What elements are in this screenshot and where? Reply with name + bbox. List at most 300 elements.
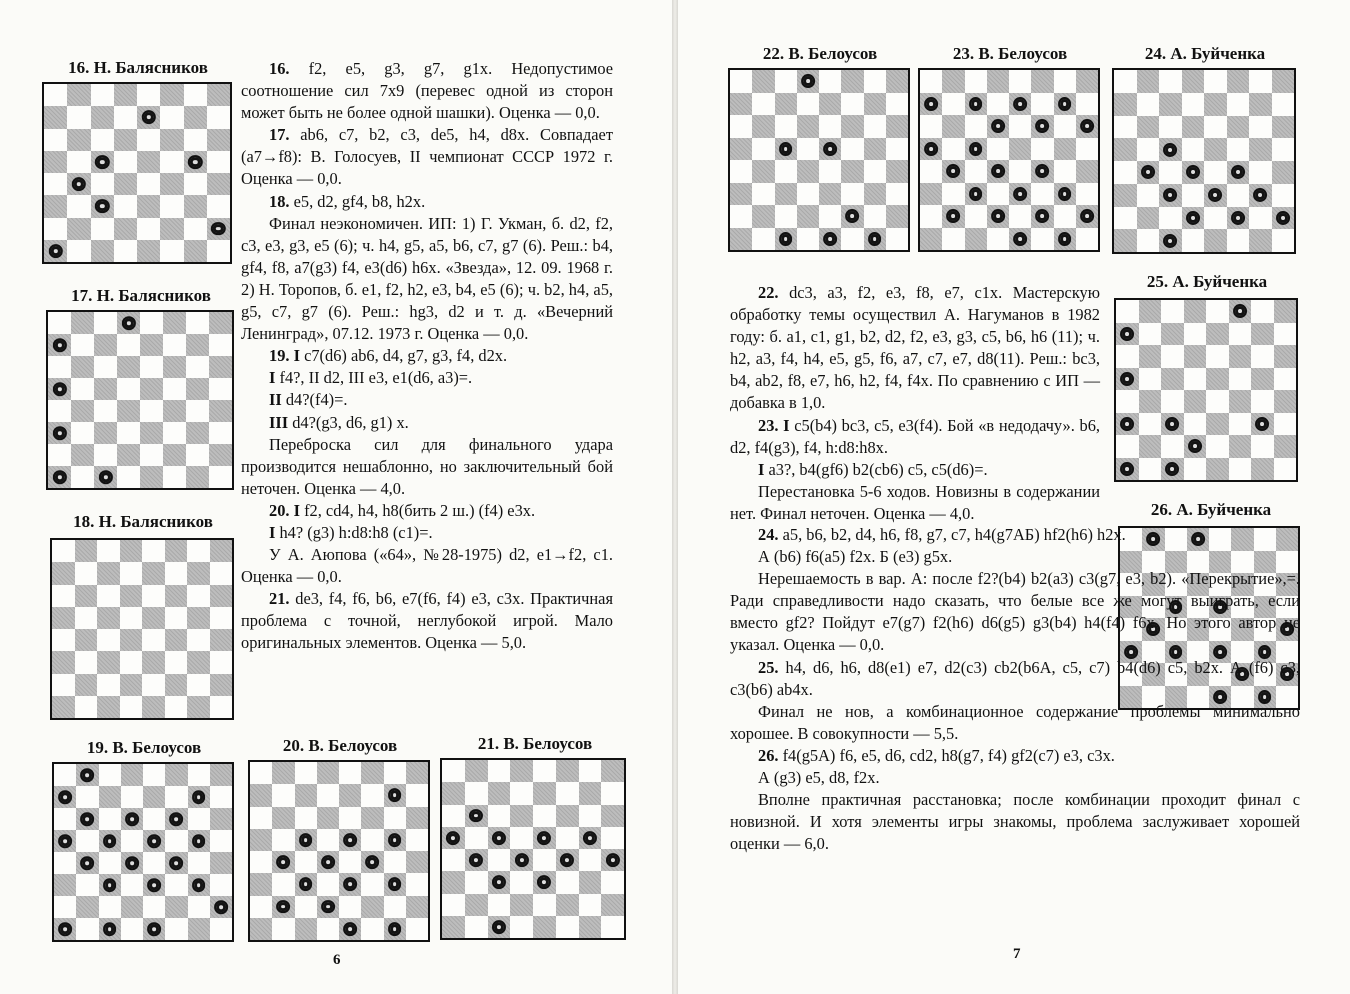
square-h5 — [207, 151, 230, 173]
diagram-16 — [42, 58, 234, 266]
square-g6 — [579, 805, 602, 827]
square-g6 — [187, 585, 210, 607]
square-c4 — [97, 629, 120, 651]
square-e5 — [142, 607, 165, 629]
square-h6 — [886, 115, 908, 138]
paragraph — [730, 459, 1100, 481]
square-h1 — [210, 696, 233, 718]
paragraph — [730, 481, 1100, 525]
square-c1 — [1161, 458, 1184, 481]
square-b3 — [752, 183, 774, 206]
black-checker-a1 — [1120, 462, 1134, 476]
square-e1 — [140, 466, 163, 488]
square-e7 — [339, 784, 361, 806]
square-b8 — [942, 70, 964, 93]
black-checker-g7 — [1058, 97, 1072, 111]
square-e4 — [533, 849, 556, 871]
square-a3 — [52, 651, 75, 673]
black-checker-g3 — [1058, 187, 1072, 201]
square-e3 — [140, 422, 163, 444]
square-g6 — [188, 808, 210, 830]
square-d3 — [510, 871, 533, 893]
square-b1 — [942, 228, 964, 251]
paragraph-text: de3, f4, f6, b6, e7(f6, f4) e3, c3x. Практичная проблема с точной, неглубокой игрой. Мало оригинальных элементов. Оценка — 5,0. — [241, 589, 613, 653]
square-c7 — [775, 93, 797, 116]
square-g3 — [187, 651, 210, 673]
square-b4 — [465, 849, 488, 871]
square-f4 — [1229, 390, 1252, 413]
square-d7 — [120, 562, 143, 584]
diagram-23 — [918, 44, 1102, 256]
square-a2 — [52, 674, 75, 696]
paragraph — [730, 282, 1100, 415]
square-h7 — [210, 786, 232, 808]
paragraph-text: d4?(g3, d6, g1) x. — [288, 412, 409, 432]
square-h6 — [1272, 116, 1295, 139]
square-f3 — [1229, 413, 1252, 436]
square-f8 — [841, 70, 863, 93]
square-e8 — [533, 760, 556, 782]
square-a7 — [250, 784, 272, 806]
square-e5 — [1204, 138, 1227, 161]
paragraph-text: c5(b4) bc3, c5, e3(f4). Бой «в недодачу». b6, d2, f4(g3), f4, h:d8:h8x. — [730, 415, 1100, 457]
black-checker-c7 — [969, 97, 983, 111]
black-checker-g5 — [192, 834, 206, 848]
paragraph-text: d4?(f4)=. — [281, 390, 348, 410]
square-c4 — [1159, 161, 1182, 184]
paragraph-text: f4(g5А) f6, e5, d6, cd2, h8(g7, f4) gf2(c7) e3, c3x. — [778, 745, 1115, 765]
square-f2 — [1229, 435, 1252, 458]
square-d7 — [121, 786, 143, 808]
square-h1 — [1274, 458, 1297, 481]
square-a1 — [1116, 458, 1139, 481]
square-g3 — [579, 871, 602, 893]
square-a1 — [54, 918, 76, 940]
paragraph-text: h4, d6, h6, d8(e1) e7, d2(c3) cb2(b6А, c5, c7) b4(d6) c5, b2x. А (f6) c3, c3(b6) ab4x. — [730, 657, 1300, 699]
square-g8 — [864, 70, 886, 93]
diagram-25 — [1114, 272, 1300, 484]
square-h8 — [210, 764, 232, 786]
black-checker-g7 — [192, 790, 206, 804]
square-e8 — [819, 70, 841, 93]
square-d6 — [317, 807, 339, 829]
paragraph — [241, 213, 613, 346]
square-h2 — [209, 444, 232, 466]
paragraph-text: У А. Аюпова («64», №28-1975) d2, e1→f2, c1. Оценка — 0,0. — [241, 545, 613, 587]
square-a2 — [54, 896, 76, 918]
square-a7 — [1114, 93, 1137, 116]
square-b2 — [67, 218, 90, 240]
diagram-24 — [1112, 44, 1298, 256]
black-checker-d4 — [321, 855, 335, 869]
black-checker-e3 — [147, 878, 161, 892]
square-e8 — [1206, 300, 1229, 323]
square-b8 — [1137, 70, 1160, 93]
square-h8 — [1076, 70, 1098, 93]
square-e5 — [143, 830, 165, 852]
square-e1 — [142, 696, 165, 718]
square-d3 — [120, 651, 143, 673]
square-e5 — [533, 827, 556, 849]
square-b4 — [752, 160, 774, 183]
black-checker-c5 — [969, 142, 983, 156]
black-checker-b4 — [1141, 165, 1155, 179]
square-c5 — [295, 829, 317, 851]
square-d6 — [117, 356, 140, 378]
square-c5 — [1159, 138, 1182, 161]
square-b6 — [76, 808, 98, 830]
black-checker-h2 — [1080, 209, 1094, 223]
paragraph — [241, 522, 613, 544]
black-checker-a7 — [1120, 327, 1134, 341]
checkers-board — [728, 68, 910, 252]
square-f2 — [163, 444, 186, 466]
square-a8 — [442, 760, 465, 782]
square-a5 — [52, 607, 75, 629]
square-d6 — [987, 115, 1009, 138]
square-g1 — [579, 916, 602, 938]
paragraph-number: 22. — [758, 283, 779, 302]
square-f8 — [361, 762, 383, 784]
square-b2 — [76, 896, 98, 918]
square-a4 — [920, 160, 942, 183]
square-e1 — [339, 918, 361, 940]
square-c2 — [97, 674, 120, 696]
square-h6 — [209, 356, 232, 378]
square-d8 — [510, 760, 533, 782]
square-d4 — [510, 849, 533, 871]
square-b7 — [71, 334, 94, 356]
square-c7 — [94, 334, 117, 356]
diagram-title: 20. В. Белоусов — [282, 736, 398, 755]
checkers-board — [42, 82, 232, 264]
black-checker-d6 — [991, 119, 1005, 133]
square-g5 — [188, 830, 210, 852]
square-b8 — [75, 540, 98, 562]
square-g6 — [184, 129, 207, 151]
square-d8 — [120, 540, 143, 562]
black-checker-b2 — [276, 900, 290, 914]
square-d8 — [1184, 300, 1207, 323]
square-f2 — [361, 896, 383, 918]
square-g5 — [1251, 368, 1274, 391]
square-f5 — [1031, 138, 1053, 161]
square-h7 — [1272, 93, 1295, 116]
square-b6 — [272, 807, 294, 829]
square-g8 — [1054, 70, 1076, 93]
square-e7 — [137, 106, 160, 128]
square-b5 — [752, 138, 774, 161]
diagram-title: 18. Н. Балясников — [73, 512, 213, 531]
square-c8 — [965, 70, 987, 93]
black-checker-c1 — [98, 470, 112, 484]
square-d7 — [510, 782, 533, 804]
square-f3 — [1227, 184, 1250, 207]
black-checker-e5 — [343, 833, 357, 847]
square-h7 — [210, 562, 233, 584]
square-g4 — [1249, 161, 1272, 184]
black-checker-d4 — [125, 856, 139, 870]
square-g4 — [188, 852, 210, 874]
black-checker-c3 — [1165, 417, 1179, 431]
paragraph-text: Финал не нов, а комбинационное содержание проблемы минимально хорошее. В совокупности — 5,5. — [730, 701, 1300, 743]
checkers-board — [1112, 68, 1296, 254]
square-c7 — [965, 93, 987, 116]
square-g3 — [384, 873, 406, 895]
square-c6 — [99, 808, 121, 830]
square-a2 — [442, 894, 465, 916]
black-checker-c5 — [492, 831, 506, 845]
square-b7 — [67, 106, 90, 128]
square-a1 — [1114, 229, 1137, 252]
square-e5 — [819, 138, 841, 161]
square-c3 — [775, 183, 797, 206]
square-f8 — [165, 540, 188, 562]
square-e6 — [137, 129, 160, 151]
square-g8 — [187, 540, 210, 562]
square-f5 — [361, 829, 383, 851]
square-b5 — [71, 378, 94, 400]
square-c6 — [91, 129, 114, 151]
square-c5 — [1161, 368, 1184, 391]
paragraph-number: 21. — [269, 589, 290, 609]
square-g3 — [188, 874, 210, 896]
square-f1 — [1229, 458, 1252, 481]
paragraph-number: II — [269, 390, 282, 410]
square-c3 — [1161, 413, 1184, 436]
square-d1 — [120, 696, 143, 718]
square-b7 — [465, 782, 488, 804]
black-checker-d6 — [125, 812, 139, 826]
square-h4 — [209, 400, 232, 422]
square-b5 — [465, 827, 488, 849]
square-g8 — [184, 84, 207, 106]
square-h1 — [207, 240, 230, 262]
square-d3 — [317, 873, 339, 895]
black-checker-g3 — [388, 877, 402, 891]
black-checker-b8 — [80, 768, 94, 782]
square-g6 — [1251, 345, 1274, 368]
black-checker-c3 — [492, 875, 506, 889]
square-d8 — [1182, 70, 1205, 93]
paragraph — [730, 745, 1300, 767]
square-b1 — [1137, 229, 1160, 252]
black-checker-g5 — [388, 833, 402, 847]
square-c8 — [488, 760, 511, 782]
square-f7 — [556, 782, 579, 804]
square-g5 — [1054, 138, 1076, 161]
square-a6 — [44, 129, 67, 151]
square-a8 — [250, 762, 272, 784]
square-f4 — [165, 852, 187, 874]
square-d4 — [797, 160, 819, 183]
checkers-board — [440, 758, 626, 940]
square-h1 — [210, 918, 232, 940]
square-b6 — [752, 115, 774, 138]
square-f5 — [165, 607, 188, 629]
square-a6 — [1114, 116, 1137, 139]
square-h4 — [886, 160, 908, 183]
square-d3 — [1184, 413, 1207, 436]
square-b7 — [76, 786, 98, 808]
square-b2 — [75, 674, 98, 696]
diagram-title: 24. А. Буйченка — [1144, 44, 1266, 63]
square-a6 — [48, 356, 71, 378]
square-h7 — [207, 106, 230, 128]
square-c8 — [91, 84, 114, 106]
black-checker-c5 — [103, 834, 117, 848]
square-a7 — [920, 93, 942, 116]
square-f8 — [1229, 300, 1252, 323]
square-e8 — [137, 84, 160, 106]
paragraph-text: f4?, II d2, III e3, e1(d6, a3)=. — [275, 368, 473, 388]
diagram-title: 26. А. Буйченка — [1150, 500, 1272, 519]
black-checker-f4 — [1035, 164, 1049, 178]
square-f2 — [841, 205, 863, 228]
black-checker-c5 — [299, 833, 313, 847]
square-h2 — [406, 896, 428, 918]
square-c5 — [488, 827, 511, 849]
square-d1 — [1182, 229, 1205, 252]
square-f4 — [556, 849, 579, 871]
square-f5 — [841, 138, 863, 161]
square-g8 — [188, 764, 210, 786]
black-checker-h2 — [1276, 211, 1290, 225]
paragraph — [241, 124, 613, 190]
black-checker-g3 — [1253, 188, 1267, 202]
square-f7 — [165, 786, 187, 808]
square-e4 — [1204, 161, 1227, 184]
square-b3 — [75, 651, 98, 673]
square-e2 — [140, 444, 163, 466]
paragraph — [730, 789, 1300, 855]
square-b2 — [71, 444, 94, 466]
square-d3 — [797, 183, 819, 206]
square-h1 — [601, 916, 624, 938]
black-checker-h6 — [1080, 119, 1094, 133]
black-checker-g1 — [388, 922, 402, 936]
square-c1 — [775, 228, 797, 251]
square-b4 — [71, 400, 94, 422]
square-e6 — [533, 805, 556, 827]
square-a2 — [1116, 435, 1139, 458]
square-h2 — [210, 674, 233, 696]
square-g5 — [186, 378, 209, 400]
black-checker-a7 — [52, 338, 66, 352]
square-d6 — [797, 115, 819, 138]
square-d2 — [510, 894, 533, 916]
square-f6 — [361, 807, 383, 829]
square-a8 — [44, 84, 67, 106]
square-d7 — [1184, 323, 1207, 346]
square-f6 — [1229, 345, 1252, 368]
paragraph — [730, 546, 1300, 568]
square-g3 — [1054, 183, 1076, 206]
paragraph-text: f2, e5, g3, g7, g1x. Недопустимое соотношение сил 7x9 (перевес одной из сторон может быть не более одной шашки). Оценка — 0,0. — [241, 59, 613, 123]
paragraph — [730, 657, 1300, 701]
square-g8 — [579, 760, 602, 782]
square-a5 — [1114, 138, 1137, 161]
paragraph — [241, 500, 613, 522]
square-g4 — [184, 173, 207, 195]
square-f2 — [556, 894, 579, 916]
paragraph-text: a3?, b4(gf6) b2(cb6) c5, c5(d6)=. — [764, 459, 988, 479]
square-g2 — [1249, 207, 1272, 230]
black-checker-g3 — [1255, 417, 1269, 431]
square-h1 — [886, 228, 908, 251]
square-a4 — [250, 851, 272, 873]
square-a3 — [1116, 413, 1139, 436]
square-d6 — [1182, 116, 1205, 139]
square-d6 — [1184, 345, 1207, 368]
square-g2 — [1251, 435, 1274, 458]
square-f7 — [841, 93, 863, 116]
square-b6 — [75, 585, 98, 607]
square-a7 — [44, 106, 67, 128]
square-h2 — [1076, 205, 1098, 228]
square-c8 — [295, 762, 317, 784]
square-a1 — [250, 918, 272, 940]
paragraph — [241, 345, 613, 367]
square-f6 — [1227, 116, 1250, 139]
square-b6 — [1137, 116, 1160, 139]
square-f3 — [361, 873, 383, 895]
square-e3 — [339, 873, 361, 895]
paragraph-number: I — [269, 368, 276, 388]
square-a3 — [920, 183, 942, 206]
right-text-column-top — [730, 282, 1100, 525]
square-h5 — [601, 827, 624, 849]
page-number-right: 7 — [1013, 946, 1021, 962]
square-h6 — [1274, 345, 1297, 368]
paragraph-number: 16. — [269, 59, 290, 78]
square-b8 — [272, 762, 294, 784]
square-f8 — [165, 764, 187, 786]
black-checker-g7 — [388, 788, 402, 802]
square-f7 — [163, 334, 186, 356]
square-h6 — [210, 585, 233, 607]
square-a8 — [730, 70, 752, 93]
square-b5 — [67, 151, 90, 173]
square-e3 — [819, 183, 841, 206]
square-d7 — [987, 93, 1009, 116]
paragraph-text: Финал неэкономичен. ИП: 1) Г. Укман, б. d2, f2, c3, e3, g3, e5 (6); ч. h4, g5, a5, b6, c7, g7 (6). Реш.: b4, gf4, f8, a7(g3) f4, e3(d6) h6x. «Звезда», 12. 09. 1968 г. 2) Н. Торопов, б. e1, f2, h2, e3, b4, e5 (6); ч. b2, h4, a5, g5, c7, g7 (6). Реш.: hg3, d2 и т. д. «Вечерний Ленинград», 07.12. 1973 г. Оценка — 0,0. — [241, 213, 613, 344]
square-c4 — [94, 400, 117, 422]
paragraph — [241, 58, 613, 124]
black-checker-f4 — [560, 853, 574, 867]
square-a5 — [730, 138, 752, 161]
square-a2 — [44, 218, 67, 240]
black-checker-f2 — [1231, 211, 1245, 225]
square-e6 — [142, 585, 165, 607]
square-b3 — [76, 874, 98, 896]
square-e7 — [819, 93, 841, 116]
left-text-column — [241, 58, 613, 655]
black-checker-e5 — [537, 831, 551, 845]
square-d2 — [121, 896, 143, 918]
square-h4 — [1274, 390, 1297, 413]
square-d1 — [117, 466, 140, 488]
square-d5 — [120, 607, 143, 629]
square-d1 — [1184, 458, 1207, 481]
diagram-title: 17. Н. Балясников — [71, 286, 211, 305]
square-c2 — [775, 205, 797, 228]
square-e8 — [143, 764, 165, 786]
diagram-21 — [440, 734, 630, 942]
square-b3 — [67, 195, 90, 217]
square-f1 — [556, 916, 579, 938]
square-e5 — [140, 378, 163, 400]
